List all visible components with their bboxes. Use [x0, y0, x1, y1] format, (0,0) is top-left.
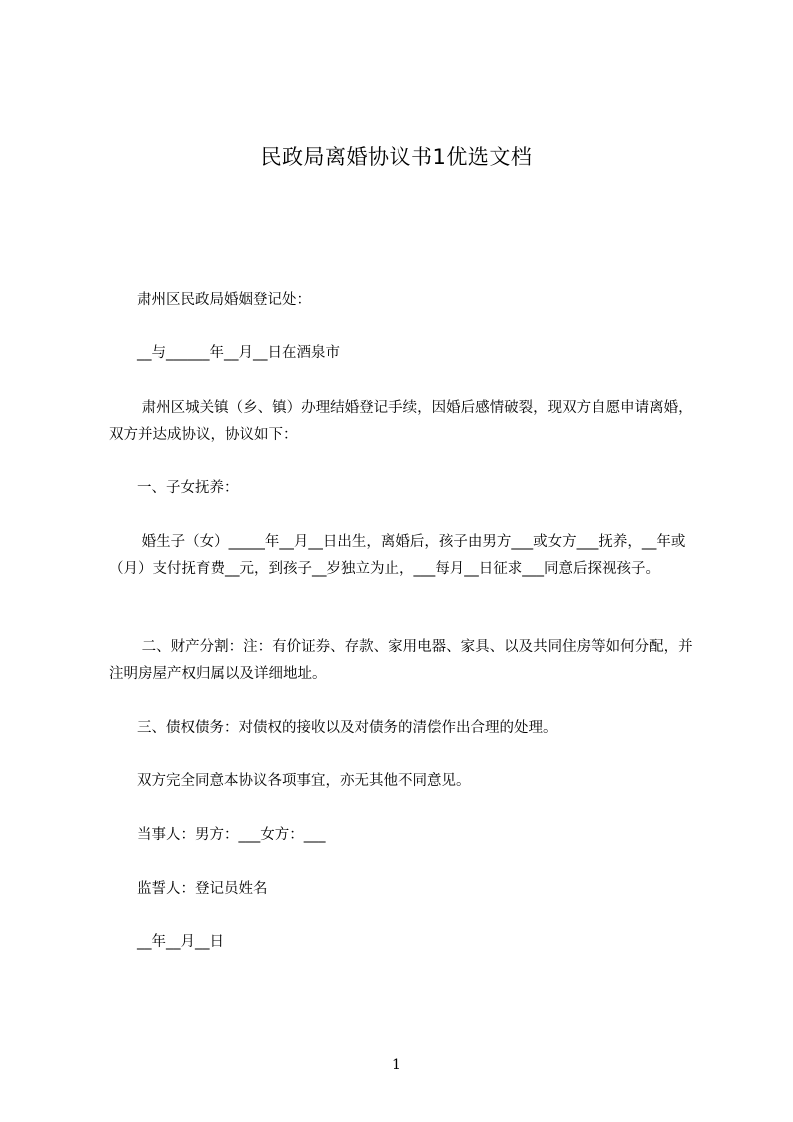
paragraph-text: 双方完全同意本协议各项事宜，亦无其他不同意见。 [137, 773, 471, 789]
paragraph-text: 肃州区城关镇（乡、镇）办理结婚登记手续，因婚后感情破裂，现双方自愿申请离婚，双方并达成协议，协议如下： [109, 400, 693, 443]
paragraph-debts [109, 715, 703, 742]
paragraph-witness [109, 876, 703, 903]
page-number: 1 [392, 1057, 401, 1073]
paragraph-text: 当事人：男方：___女方：___ [137, 827, 326, 843]
paragraph-agreement [109, 768, 703, 795]
paragraph-text: __年__月__日 [137, 934, 224, 950]
paragraph-marriage-date [109, 340, 703, 367]
paragraph-text: __与______年__月__日在酒泉市 [137, 345, 340, 361]
document-title: 民政局离婚协议书1优选文档 [260, 145, 533, 169]
paragraph-property [109, 634, 703, 688]
paragraph-text: 监誓人：登记员姓名 [137, 881, 268, 897]
paragraph-registration [109, 395, 703, 449]
paragraph-child-support [109, 529, 703, 583]
paragraph-text: 三、债权债务：对债权的接收以及对债务的清偿作出合理的处理。 [137, 720, 558, 736]
paragraph-text: 二、财产分割：注：有价证券、存款、家用电器、家具、以及共同住房等如何分配，并注明房屋产权归属以及详细地址。 [109, 639, 693, 682]
paragraph-parties [109, 822, 703, 849]
paragraph-text: 婚生子（女）_____年__月__日出生，离婚后，孩子由男方___或女方___抚养，__年或（月）支付抚育费__元，到孩子__岁独立为止，___每月__日征求___同意后探视孩子。 [109, 534, 686, 577]
paragraph-text: 肃州区民政局婚姻登记处： [137, 292, 311, 308]
paragraph-text: 一、子女抚养： [137, 480, 239, 496]
paragraph-section-child [109, 475, 703, 502]
paragraph-addressee [109, 287, 703, 314]
paragraph-date [109, 929, 703, 956]
